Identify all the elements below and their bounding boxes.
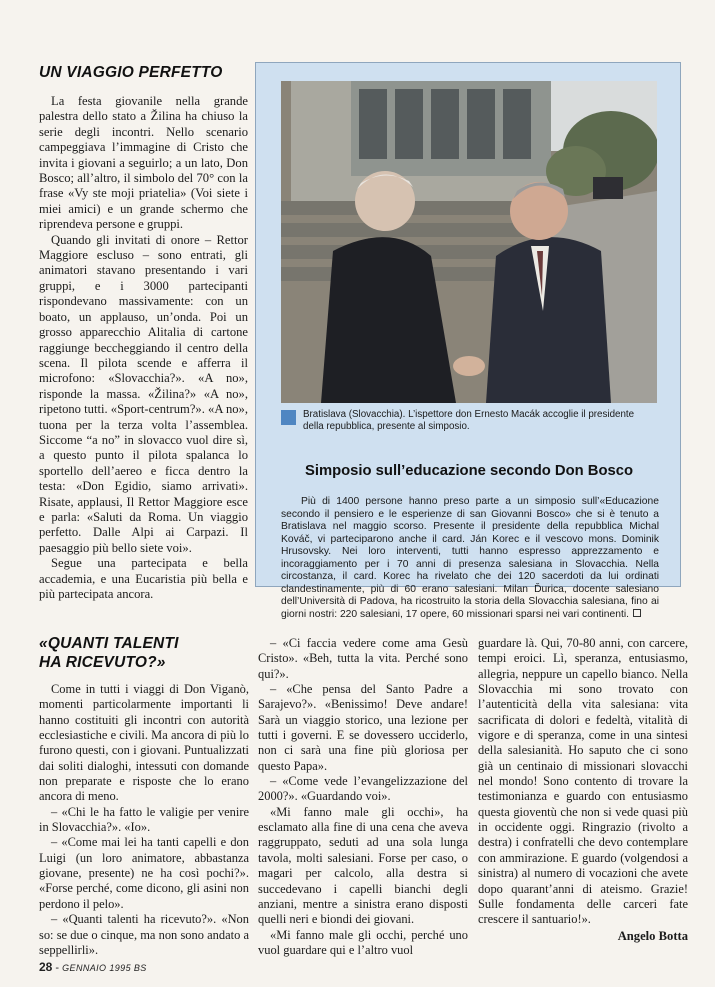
paragraph: guardare là. Qui, 70-80 anni, con carcere, tempi eroici. Lì, speranza, entusiasmo, allegria, neppure un capello bianco. Nella Slovacchia mi sono trovato con l’autenticità della vita salesiana: vita sacrificata di dolori e fedeltà, vitalità di vigore e di speranza, come in una sintesi della salesianità. Ho saputo che ci sono già un centinaio di missionari slovacchi nel mondo! Sono contento di trovare la testimonianza e guardo con entusiasmo questa gioventù che non si vede quasi più in occidente oggi. Ringrazio (rivolto a destra) i confratelli che devo contemplare con ammirazione. E guardo (volgendosi a sinistra) al numero di vocazioni che avete dopo quarant’anni di ateismo. Grazie! Sulle fondamenta delle carceri fate crescere il santuario!». (478, 636, 688, 927)
author-signature: Angelo Botta (617, 928, 688, 943)
title-line-1: «QUANTI TALENTI (39, 635, 179, 652)
title-line-2: HA RICEVUTO?» (39, 654, 166, 671)
page-number: 28 (39, 960, 53, 974)
article-title-talenti (39, 634, 239, 672)
paragraph: – «Quanti talenti ha ricevuto?». «Non so: se due o cinque, ma non sono andato a seppellirli». (39, 912, 249, 957)
photo-caption (281, 409, 657, 433)
caption-marker (281, 410, 296, 425)
paragraph: – «Che pensa del Santo Padre a Sarajevo?». «Benissimo! Deve andare! Sarà un viaggio storico, una lezione per tutti i governi. E se dovessero ucciderlo, non ci sarà una fine più gloriosa per questo Papa». (258, 682, 468, 773)
handshake-photo-illustration (281, 81, 657, 403)
article-talenti-column-1 (39, 682, 249, 958)
symposium-box (255, 62, 681, 620)
article-viaggio-body (39, 94, 248, 602)
photo-handshake (281, 81, 657, 403)
end-of-article-mark (633, 609, 641, 617)
paragraph: «Mi fanno male gli occhi», ha esclamato alla fine di una cena che aveva raggruppato, seduti ad una sola lunga tavola, molti salesiani. Forse per caso, o magari per calcolo, alla destra si succedevano i capelli bianchi degli anziani, mentre a sinistra erano disposti quelli neri e biondi dei giovani. (258, 804, 468, 927)
article-talenti-column-3 (478, 636, 688, 944)
symposium-text-body: Più di 1400 persone hanno preso parte a un simposio sull’«Educazione secondo il pensiero e le esperienze di san Giovanni Bosco» che si è tenuto a Bratislava nel maggio scorso. Presente il presidente della repubblica Michal Kováč, vi parteciparono anche il card. Ján Korec e il vescovo mons. Dominik Hrusovsky. Nei loro interventi, tutti hanno espresso apprezzamento e incoraggiamento per i 70 anni di presenza salesiana in Slovacchia. Nella circostanza, il card. Korec ha rivelato che dei 120 sacerdoti da lui ordinati clandestinamente, più di 60 erano salesiani. Milan Ďurica, docente salesiano dell’Università di Padova, ha ricostruito la storia della Slovacchia salesiana, fino ai giorni nostri: 220 salesiani, 17 opere, 60 missionari sparsi nei vari continenti. (281, 496, 659, 620)
paragraph: – «Come mai lei ha tanti capelli e don Luigi (un loro animatore, abbastanza giovane, presente) ne ha così pochi?». «Forse perché, come dicono, gli asini non perdono il pelo». (39, 835, 249, 911)
paragraph: La festa giovanile nella grande palestra dello stato a Žilina ha chiuso la serie degli incontri. Nello scenario campeggiava l’immagine di Cristo che invita i giovani a seguirlo; a un lato, Don Bosco; all’altro, il simbolo del 70° con la frase «Vy ste moji priatelia» (Voi siete i miei amici) e un grande schermo che riprendeva persone e gruppi. (39, 94, 248, 232)
article-talenti-column-2 (258, 636, 468, 958)
magazine-issue: GENNAIO 1995 BS (62, 963, 147, 973)
paragraph: «Mi fanno male gli occhi, perché uno vuol guardare qui e l’altro vuol (258, 927, 468, 957)
paragraph: Quando gli invitati di onore – Rettor Maggiore escluso – sono entrati, gli animatori stavano presentando i vari gruppi, e i 3000 partecipanti rispondevano massivamente: con un boato, un applauso, un’onda. Poi un grosso apparecchio Alitalia di cartone raggiunge beccheggiando il centro della scena. Il pilota scende e afferra il microfono: «Slovacchia?». «A no», risponde la massa. «Žilina?» «A no», ripetono tutti. «Sport-centrum?». «A no», tuona per la terza volta l’assemblea. Siccome “a no” in slovacco vuol dire sì, a questo punto il pilota spalanca lo sportello dell’aereo e ficca dentro la testa: «Don Egidio, siamo arrivati». Risate, applausi, Il Rettor Maggiore esce e parla: «Saluti da Roma. Un viaggio perfetto. Dalle Alpi ai Carpazi. Il paesaggio più bello siete voi». (39, 232, 248, 555)
paragraph: – «Ci faccia vedere come ama Gesù Cristo». «Beh, tutta la vita. Perché sono qui?». (258, 636, 468, 681)
paragraph: Come in tutti i viaggi di Don Viganò, momenti particolarmente importanti li hanno costituiti gli incontri con autorità ecclesiastiche e civili. Ma ancora di più lo furono questi, con i giovani. Puntualizzati dai soliti dialoghi, intessuti con domande non preparate e risposte che lo erano ancora di meno. (39, 682, 249, 804)
symposium-title: Simposio sull’educazione secondo Don Bosco (304, 463, 634, 479)
caption-text: Bratislava (Slovacchia). L’ispettore don Ernesto Macák accoglie il presidente della repubblica, presente al simposio. (303, 409, 635, 432)
page-footer (39, 960, 147, 974)
article-title-viaggio: UN VIAGGIO PERFETTO (39, 64, 223, 81)
paragraph: – «Come vede l’evangelizzazione del 2000?». «Guardando voi». (258, 774, 468, 804)
paragraph: Segue una partecipata e bella accademia, e una Eucaristia più bella e più partecipata ancora. (39, 556, 248, 601)
paragraph: – «Chi le ha fatto le valigie per venire in Slovacchia?». «Io». (39, 804, 249, 835)
symposium-text (281, 496, 659, 621)
footer-separator: - (52, 962, 63, 974)
